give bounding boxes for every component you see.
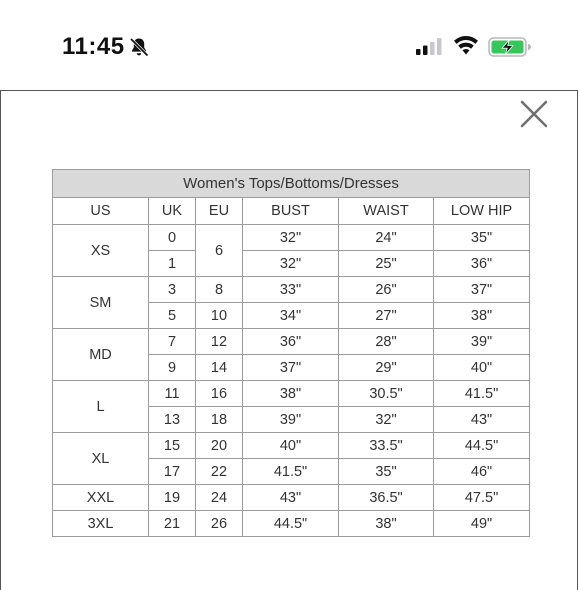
column-header-us: US bbox=[53, 198, 149, 225]
bust-cell: 32" bbox=[243, 225, 339, 251]
eu-size-cell: 6 bbox=[196, 225, 243, 277]
wifi-icon bbox=[452, 34, 480, 56]
status-bar bbox=[0, 0, 580, 90]
uk-size-cell: 9 bbox=[149, 355, 196, 381]
waist-cell: 32" bbox=[339, 407, 434, 433]
bust-cell: 36" bbox=[243, 329, 339, 355]
hip-cell: 40" bbox=[434, 355, 530, 381]
waist-cell: 25" bbox=[339, 251, 434, 277]
eu-size-cell: 20 bbox=[196, 433, 243, 459]
us-size-cell: SM bbox=[53, 277, 149, 329]
uk-size-cell: 1 bbox=[149, 251, 196, 277]
eu-size-cell: 24 bbox=[196, 485, 243, 511]
uk-size-cell: 3 bbox=[149, 277, 196, 303]
table-row bbox=[53, 485, 530, 511]
uk-size-cell: 7 bbox=[149, 329, 196, 355]
table-row bbox=[53, 329, 530, 355]
us-size-cell: XS bbox=[53, 225, 149, 277]
column-header-uk: UK bbox=[149, 198, 196, 225]
hip-cell: 37" bbox=[434, 277, 530, 303]
column-header-eu: EU bbox=[196, 198, 243, 225]
eu-size-cell: 8 bbox=[196, 277, 243, 303]
bust-cell: 38" bbox=[243, 381, 339, 407]
uk-size-cell: 5 bbox=[149, 303, 196, 329]
table-title: Women's Tops/Bottoms/Dresses bbox=[53, 170, 530, 198]
uk-size-cell: 17 bbox=[149, 459, 196, 485]
us-size-cell: MD bbox=[53, 329, 149, 381]
eu-size-cell: 12 bbox=[196, 329, 243, 355]
column-header-waist: WAIST bbox=[339, 198, 434, 225]
bust-cell: 41.5" bbox=[243, 459, 339, 485]
bust-cell: 34" bbox=[243, 303, 339, 329]
bell-slash-icon bbox=[128, 36, 150, 58]
hip-cell: 46" bbox=[434, 459, 530, 485]
bust-cell: 32" bbox=[243, 251, 339, 277]
hip-cell: 47.5" bbox=[434, 485, 530, 511]
table-row bbox=[53, 225, 530, 251]
uk-size-cell: 13 bbox=[149, 407, 196, 433]
eu-size-cell: 10 bbox=[196, 303, 243, 329]
bust-cell: 44.5" bbox=[243, 511, 339, 537]
bust-cell: 40" bbox=[243, 433, 339, 459]
waist-cell: 30.5" bbox=[339, 381, 434, 407]
uk-size-cell: 15 bbox=[149, 433, 196, 459]
eu-size-cell: 18 bbox=[196, 407, 243, 433]
hip-cell: 35" bbox=[434, 225, 530, 251]
uk-size-cell: 11 bbox=[149, 381, 196, 407]
uk-size-cell: 0 bbox=[149, 225, 196, 251]
table-header-row bbox=[53, 198, 530, 225]
close-icon[interactable] bbox=[518, 98, 550, 130]
waist-cell: 24" bbox=[339, 225, 434, 251]
status-time: 11:45 bbox=[62, 33, 125, 60]
hip-cell: 49" bbox=[434, 511, 530, 537]
column-header-low-hip: LOW HIP bbox=[434, 198, 530, 225]
waist-cell: 35" bbox=[339, 459, 434, 485]
eu-size-cell: 22 bbox=[196, 459, 243, 485]
uk-size-cell: 21 bbox=[149, 511, 196, 537]
waist-cell: 28" bbox=[339, 329, 434, 355]
waist-cell: 29" bbox=[339, 355, 434, 381]
cellular-signal-icon bbox=[414, 36, 444, 56]
eu-size-cell: 14 bbox=[196, 355, 243, 381]
bust-cell: 39" bbox=[243, 407, 339, 433]
us-size-cell: 3XL bbox=[53, 511, 149, 537]
table-row bbox=[53, 511, 530, 537]
bust-cell: 43" bbox=[243, 485, 339, 511]
eu-size-cell: 16 bbox=[196, 381, 243, 407]
hip-cell: 43" bbox=[434, 407, 530, 433]
table-row bbox=[53, 433, 530, 459]
hip-cell: 36" bbox=[434, 251, 530, 277]
hip-cell: 41.5" bbox=[434, 381, 530, 407]
uk-size-cell: 19 bbox=[149, 485, 196, 511]
eu-size-cell: 26 bbox=[196, 511, 243, 537]
waist-cell: 26" bbox=[339, 277, 434, 303]
waist-cell: 27" bbox=[339, 303, 434, 329]
size-chart-table bbox=[52, 169, 530, 537]
table-row bbox=[53, 381, 530, 407]
waist-cell: 33.5" bbox=[339, 433, 434, 459]
battery-charging-icon bbox=[488, 36, 532, 58]
table-row bbox=[53, 277, 530, 303]
table-title-row bbox=[53, 170, 530, 198]
waist-cell: 36.5" bbox=[339, 485, 434, 511]
bust-cell: 33" bbox=[243, 277, 339, 303]
waist-cell: 38" bbox=[339, 511, 434, 537]
us-size-cell: L bbox=[53, 381, 149, 433]
bust-cell: 37" bbox=[243, 355, 339, 381]
hip-cell: 39" bbox=[434, 329, 530, 355]
us-size-cell: XXL bbox=[53, 485, 149, 511]
hip-cell: 38" bbox=[434, 303, 530, 329]
column-header-bust: BUST bbox=[243, 198, 339, 225]
us-size-cell: XL bbox=[53, 433, 149, 485]
hip-cell: 44.5" bbox=[434, 433, 530, 459]
